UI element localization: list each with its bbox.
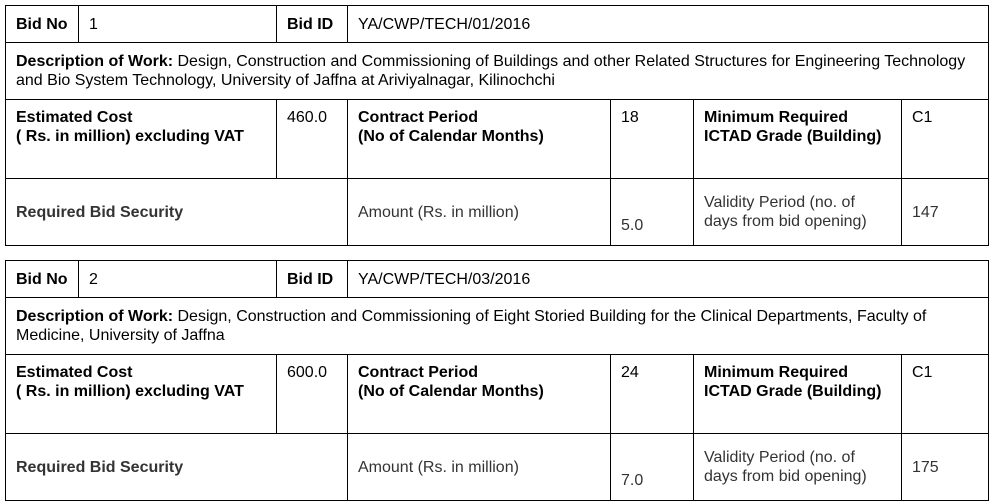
contract-period-label-line2: (No of Calendar Months)	[358, 128, 544, 145]
contract-period-label	[348, 100, 611, 179]
contract-period-label-line2: (No of Calendar Months)	[358, 383, 544, 400]
ictad-grade-label	[694, 100, 902, 179]
bid-table-1	[5, 5, 988, 246]
estimated-cost-value: 600.0	[277, 355, 348, 434]
ictad-grade-label	[694, 355, 902, 434]
estimated-cost-value: 460.0	[277, 100, 348, 179]
description-text: Design, Construction and Commissioning of Buildings and other Related Structures for Engineering Technology and Bio System Technology, University of Jaffna at Ariviyalnagar, Kilinochchi	[16, 53, 966, 89]
bid-id-label: Bid ID	[277, 6, 348, 43]
description-label: Description of Work:	[16, 53, 174, 70]
description-cell	[6, 298, 989, 355]
ictad-grade-label-line1: Minimum Required	[704, 364, 849, 381]
bid-table-2	[5, 260, 988, 501]
contract-period-value: 18	[611, 100, 694, 179]
description-text: Design, Construction and Commissioning of Eight Storied Building for the Clinical Departments, Faculty of Medicine, University of Jaffna	[16, 308, 927, 344]
contract-period-label-line1: Contract Period	[358, 364, 479, 381]
estimated-cost-label-line1: Estimated Cost	[16, 364, 133, 381]
bid-id-label: Bid ID	[277, 261, 348, 298]
bid-id-value: YA/CWP/TECH/03/2016	[348, 261, 989, 298]
validity-value: 147	[902, 179, 989, 246]
estimated-cost-label-line2: ( Rs. in million) excluding VAT	[16, 383, 244, 400]
amount-value: 5.0	[611, 179, 694, 246]
estimated-cost-label-line1: Estimated Cost	[16, 109, 133, 126]
bid-no-label: Bid No	[6, 261, 79, 298]
description-label: Description of Work:	[16, 308, 174, 325]
estimated-cost-label	[6, 100, 277, 179]
contract-period-label-line1: Contract Period	[358, 109, 479, 126]
ictad-grade-label-line1: Minimum Required	[704, 109, 849, 126]
bid-security-label: Required Bid Security	[6, 179, 348, 246]
estimated-cost-label	[6, 355, 277, 434]
contract-period-value: 24	[611, 355, 694, 434]
amount-label: Amount (Rs. in million)	[348, 434, 611, 501]
bid-security-label: Required Bid Security	[6, 434, 348, 501]
contract-period-label	[348, 355, 611, 434]
ictad-grade-value: C1	[902, 355, 989, 434]
bid-no-value: 1	[79, 6, 277, 43]
ictad-grade-label-line2: ICTAD Grade (Building)	[704, 128, 882, 145]
bid-no-value: 2	[79, 261, 277, 298]
ictad-grade-value: C1	[902, 100, 989, 179]
validity-value: 175	[902, 434, 989, 501]
amount-label: Amount (Rs. in million)	[348, 179, 611, 246]
validity-label: Validity Period (no. of days from bid opening)	[694, 179, 902, 246]
bid-no-label: Bid No	[6, 6, 79, 43]
amount-value: 7.0	[611, 434, 694, 501]
description-cell	[6, 43, 989, 100]
bid-id-value: YA/CWP/TECH/01/2016	[348, 6, 989, 43]
ictad-grade-label-line2: ICTAD Grade (Building)	[704, 383, 882, 400]
validity-label: Validity Period (no. of days from bid opening)	[694, 434, 902, 501]
estimated-cost-label-line2: ( Rs. in million) excluding VAT	[16, 128, 244, 145]
